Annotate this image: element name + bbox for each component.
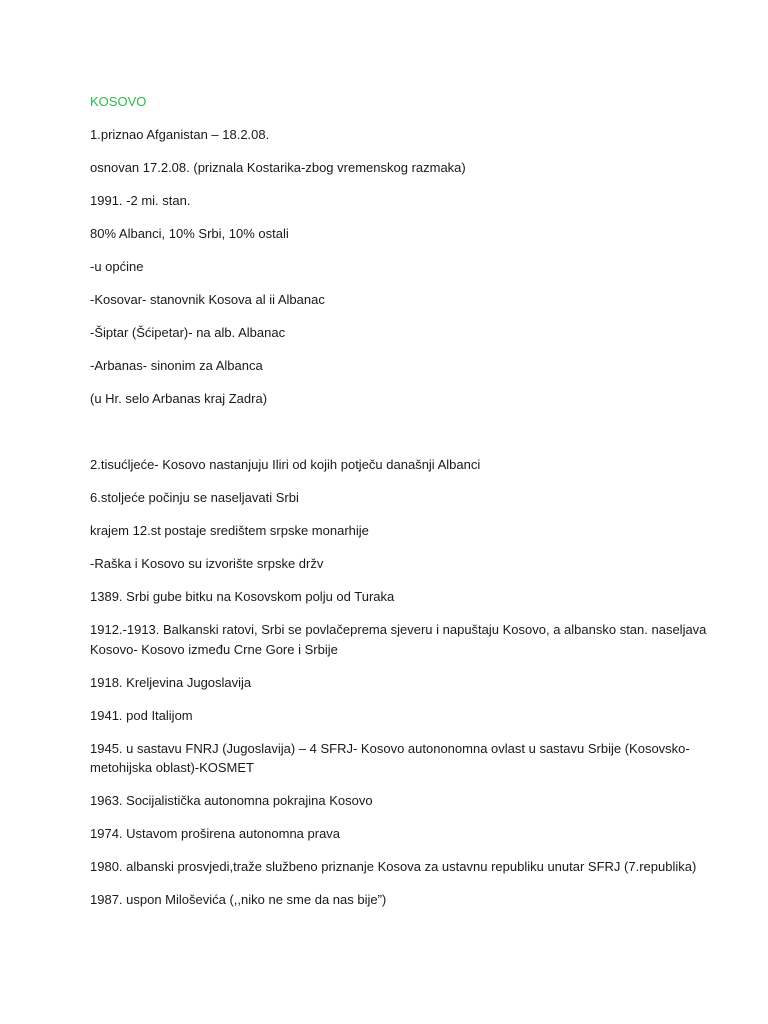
paragraph: -u općine: [90, 259, 144, 274]
paragraph: 1.priznao Afganistan – 18.2.08.: [90, 127, 270, 142]
blank-line: [90, 422, 708, 455]
paragraph: 6.stoljeće počinju se naseljavati Srbi: [90, 490, 299, 505]
paragraph: 1918. Kreljevina Jugoslavija: [90, 674, 252, 690]
paragraph: -Arbanas- sinonim za Albanca: [90, 358, 263, 373]
paragraph: (u Hr. selo Arbanas kraj Zadra): [90, 391, 268, 406]
paragraph: 2.tisućljeće- Kosovo nastanjuju Iliri od kojih potječu današnji Albanci: [90, 457, 481, 472]
paragraph: osnovan 17.2.08. (priznala Kostarika-zbog vremenskog razmaka): [90, 160, 466, 175]
paragraph: 1991. -2 mi. stan.: [90, 193, 191, 208]
paragraph: 1987. uspon Miloševića (,,niko ne sme da nas bije”): [90, 892, 387, 907]
paragraph: 80% Albanci, 10% Srbi, 10% ostali: [90, 226, 289, 241]
paragraph: 1980. albanski prosvjedi,traže službeno priznanje Kosova za ustavnu republiku unutar SFRJ (7.republika): [90, 859, 697, 874]
document-title: KOSOVO: [90, 94, 147, 109]
paragraph: 1389. Srbi gube bitku na Kosovskom polju od Turaka: [90, 589, 395, 604]
section-history: [90, 455, 708, 910]
paragraph: 1945. u sastavu FNRJ (Jugoslavija) – 4 SFRJ- Kosovo autononomna ovlast u sastavu Srbije (Kosovsko-metohijska oblast)-KOSMET: [90, 740, 690, 775]
paragraph: -Šiptar (Šćipetar)- na alb. Albanac: [90, 325, 286, 340]
paragraph: 1941. pod Italijom: [90, 707, 193, 723]
paragraph: 1912.-1913. Balkanski ratovi, Srbi se povlačeprema sjeveru i napuštaju Kosovo, a albansko stan. naseljava Kosovo- Kosovo između Crne Gore i Srbije: [90, 622, 707, 657]
paragraph: 1974. Ustavom proširena autonomna prava: [90, 826, 341, 841]
paragraph: krajem 12.st postaje središtem srpske monarhije: [90, 523, 369, 538]
paragraph: 1963. Socijalistička autonomna pokrajina Kosovo: [90, 793, 373, 808]
paragraph: -Kosovar- stanovnik Kosova al ii Albanac: [90, 292, 325, 307]
paragraph: -Raška i Kosovo su izvorište srpske držv: [90, 556, 324, 571]
section-facts: [90, 125, 708, 409]
